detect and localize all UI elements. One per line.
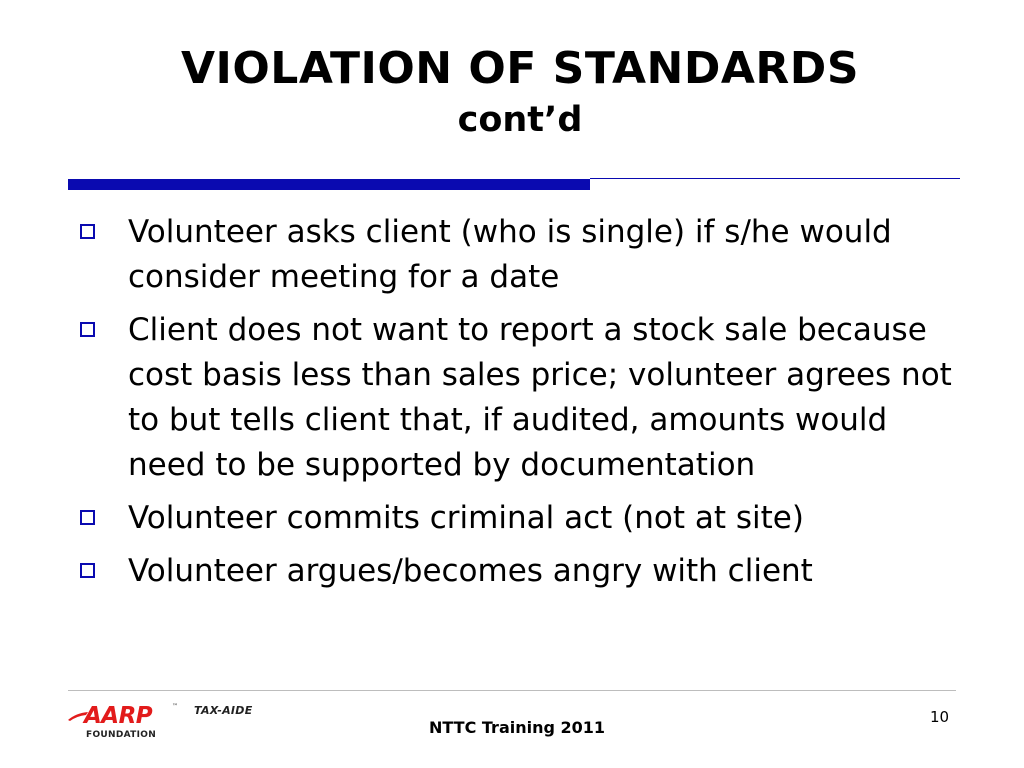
page-number: 10 — [930, 708, 950, 726]
aarp-foundation-tax-aide-logo — [68, 703, 278, 743]
title-underline-thin — [590, 178, 960, 179]
footer-title: NTTC Training 2011 — [429, 718, 606, 737]
hollow-square-icon — [80, 224, 95, 239]
hollow-square-icon — [80, 510, 95, 525]
slide-title: VIOLATION OF STANDARDS — [180, 43, 860, 94]
bullet-item — [74, 496, 974, 541]
logo-program: TAX-AIDE — [194, 704, 253, 717]
footer-divider — [68, 690, 956, 691]
slide-subtitle: cont’d — [457, 100, 583, 140]
logo-foundation: FOUNDATION — [86, 730, 157, 740]
title-underline-thick — [68, 179, 590, 190]
hollow-square-icon — [80, 322, 95, 337]
bullet-item — [74, 308, 974, 488]
bullet-text: Volunteer argues/becomes angry with client — [128, 553, 813, 589]
bullet-text: Volunteer commits criminal act (not at site) — [128, 500, 804, 536]
title-block — [0, 40, 1024, 142]
logo-brand: AARP — [84, 703, 153, 729]
bullet-item — [74, 549, 974, 594]
logo-trademark: ™ — [172, 703, 178, 710]
bullet-list — [74, 210, 974, 602]
bullet-text: Volunteer asks client (who is single) if s/he would consider meeting for a date — [128, 214, 892, 295]
bullet-item — [74, 210, 974, 300]
bullet-text: Client does not want to report a stock sale because cost basis less than sales price; volunteer agrees not to but tells client that, if audited, amounts would need to be supported by documentation — [128, 312, 952, 483]
hollow-square-icon — [80, 563, 95, 578]
